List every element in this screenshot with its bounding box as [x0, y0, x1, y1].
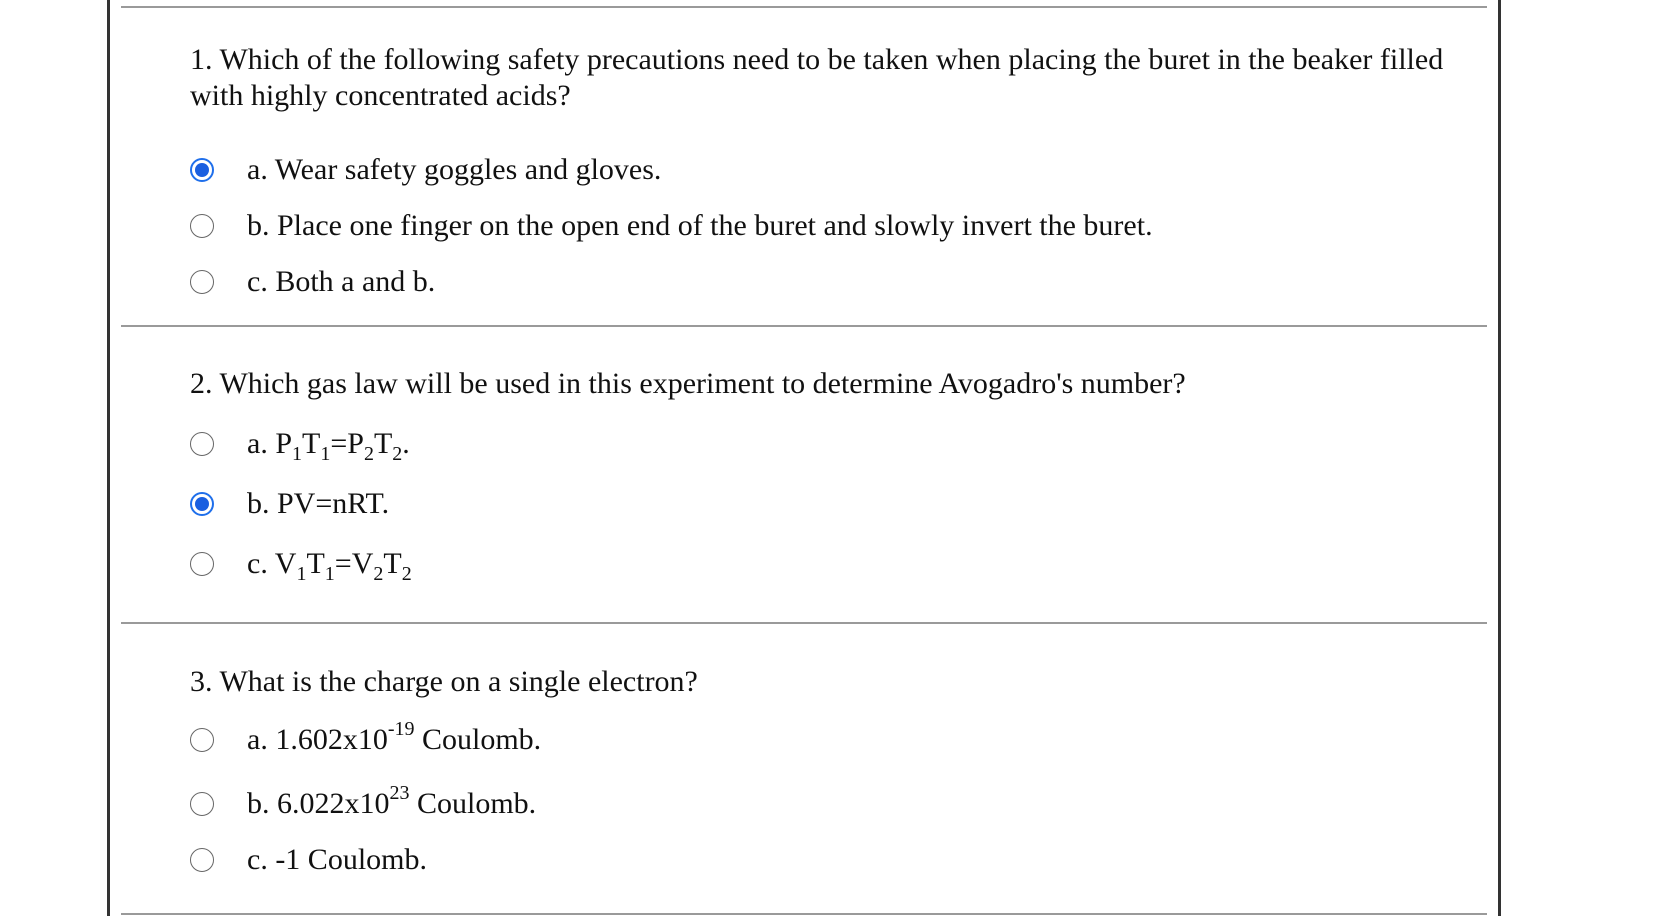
option-label: b. $6.022x10^{23}$ Coulomb.	[247, 782, 537, 820]
question-3-option-b[interactable]	[190, 784, 536, 824]
question-3-option-a[interactable]	[190, 720, 541, 760]
divider	[121, 6, 1487, 8]
radio-button[interactable]	[190, 848, 214, 872]
option-label: b. Place one finger on the open end of the buret and slowly invert the buret.	[247, 209, 1153, 242]
radio-button[interactable]	[190, 432, 214, 456]
question-2	[190, 366, 1470, 585]
option-label: a. $1.602x10^{-19}$ Coulomb.	[247, 718, 542, 756]
option-label: c. $V_1T_1=V_2T_2$	[247, 547, 412, 585]
divider	[121, 622, 1487, 624]
question-2-text: 2. Which gas law will be used in this experiment to determine Avogadro's number?	[190, 367, 1186, 400]
radio-button-selected[interactable]	[190, 492, 214, 516]
option-label: c. -1 Coulomb.	[247, 843, 427, 876]
radio-button[interactable]	[190, 214, 214, 238]
radio-button[interactable]	[190, 270, 214, 294]
radio-button[interactable]	[190, 552, 214, 576]
question-3	[190, 664, 1470, 876]
option-label: a. Wear safety goggles and gloves.	[247, 153, 662, 186]
question-1-option-b[interactable]	[190, 206, 1153, 246]
question-1-option-c[interactable]	[190, 262, 435, 302]
question-2-option-c[interactable]	[190, 544, 412, 584]
question-3-text: 3. What is the charge on a single electron?	[190, 665, 698, 698]
divider	[121, 913, 1487, 915]
question-2-option-b[interactable]	[190, 484, 389, 524]
question-3-option-c[interactable]	[190, 840, 427, 880]
question-1-text: 1. Which of the following safety precautions need to be taken when placing the buret in the beaker filled with highly concentrated acids?	[190, 43, 1444, 112]
option-label: c. Both a and b.	[247, 265, 436, 298]
option-label: a. $P_1T_1=P_2T_2$.	[247, 427, 410, 465]
radio-button[interactable]	[190, 792, 214, 816]
question-1-option-a[interactable]	[190, 150, 661, 190]
option-label: b. PV=nRT.	[247, 487, 390, 520]
question-1	[190, 42, 1470, 298]
radio-button[interactable]	[190, 728, 214, 752]
radio-button-selected[interactable]	[190, 158, 214, 182]
divider	[121, 325, 1487, 327]
question-2-option-a[interactable]	[190, 424, 410, 464]
